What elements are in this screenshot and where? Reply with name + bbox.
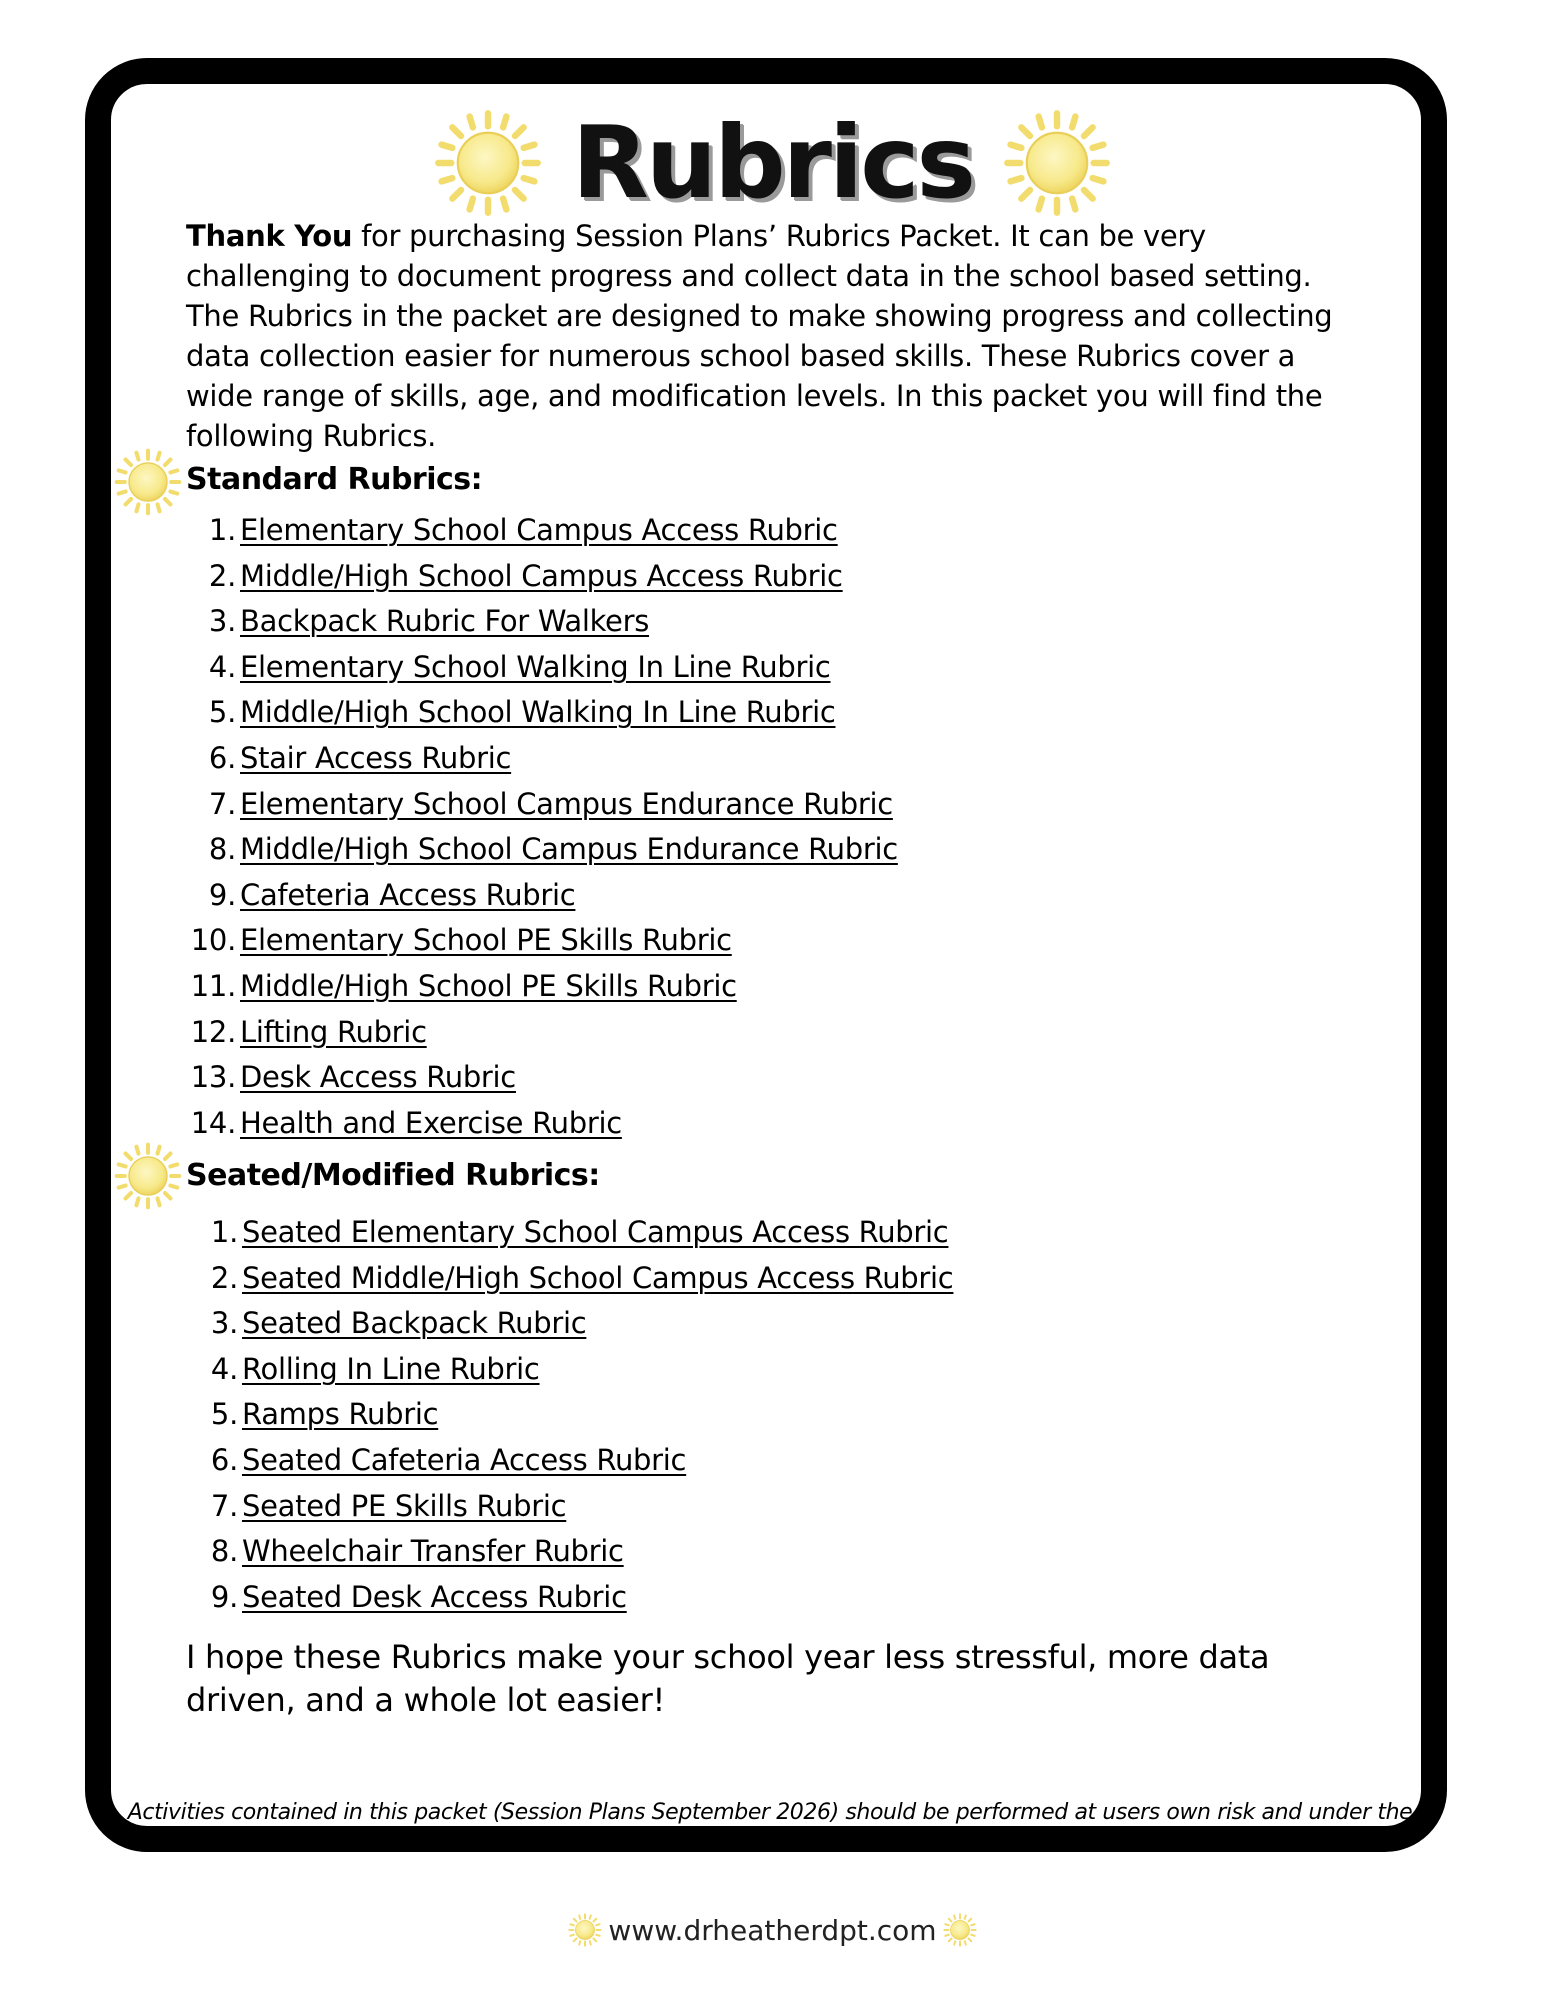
seated-rubric-item-link[interactable]: Ramps Rubric bbox=[242, 1397, 439, 1432]
disclaimer-line-2: supervision of a physical therapy professional. Full disclaimer for all products can be found here. bbox=[256, 1825, 1284, 1850]
standard-rubric-item-link[interactable]: Middle/High School Campus Endurance Rubric bbox=[240, 832, 898, 867]
standard-rubric-item bbox=[186, 736, 898, 782]
standard-rubric-item-number: 6. bbox=[208, 740, 236, 775]
standard-rubric-item bbox=[186, 1055, 898, 1101]
standard-rubric-item-number: 11. bbox=[190, 968, 236, 1003]
standard-rubric-item bbox=[186, 782, 898, 828]
intro-paragraph bbox=[186, 216, 1346, 456]
seated-rubric-item-link[interactable]: Seated Desk Access Rubric bbox=[242, 1579, 627, 1614]
seated-heading: Seated/Modified Rubrics: bbox=[186, 1158, 600, 1193]
standard-rubric-item bbox=[186, 554, 898, 600]
standard-rubric-item-number: 4. bbox=[208, 649, 236, 684]
standard-rubric-item bbox=[186, 690, 898, 736]
seated-rubric-item bbox=[188, 1392, 953, 1438]
standard-rubric-item bbox=[186, 873, 898, 919]
standard-rubric-item-link[interactable]: Middle/High School Walking In Line Rubric bbox=[240, 695, 836, 730]
sun-icon bbox=[114, 1142, 182, 1214]
standard-rubric-item-link[interactable]: Elementary School Walking In Line Rubric bbox=[240, 649, 831, 684]
closing-message: I hope these Rubrics make your school year less stressful, more data driven, and a whole lot easier! bbox=[186, 1638, 1270, 1719]
seated-rubric-item bbox=[188, 1529, 953, 1575]
standard-rubric-item-number: 10. bbox=[190, 923, 236, 958]
seated-rubric-item-link[interactable]: Seated Elementary School Campus Access Rubric bbox=[242, 1215, 949, 1249]
standard-rubric-item-link[interactable]: Stair Access Rubric bbox=[240, 740, 512, 775]
standard-rubric-item-link[interactable]: Elementary School Campus Endurance Rubric bbox=[240, 786, 893, 821]
standard-rubric-item-link[interactable]: Desk Access Rubric bbox=[240, 1060, 516, 1095]
seated-rubric-item-number: 1. bbox=[210, 1215, 238, 1249]
standard-rubric-item bbox=[186, 918, 898, 964]
standard-rubric-item-link[interactable]: Middle/High School PE Skills Rubric bbox=[240, 968, 737, 1003]
standard-rubric-item bbox=[186, 508, 898, 554]
standard-rubric-item-link[interactable]: Middle/High School Campus Access Rubric bbox=[240, 558, 843, 593]
standard-rubric-item bbox=[186, 645, 898, 691]
seated-rubric-item-number: 9. bbox=[210, 1579, 238, 1614]
standard-rubric-item-link[interactable]: Elementary School PE Skills Rubric bbox=[240, 923, 732, 958]
standard-rubric-item-number: 1. bbox=[208, 513, 236, 547]
seated-rubric-item-link[interactable]: Wheelchair Transfer Rubric bbox=[242, 1534, 624, 1569]
seated-rubric-item-link[interactable]: Seated PE Skills Rubric bbox=[242, 1488, 567, 1523]
seated-rubric-item-number: 7. bbox=[210, 1488, 238, 1523]
standard-rubric-item-link[interactable]: Elementary School Campus Access Rubric bbox=[240, 513, 838, 547]
standard-rubric-item-link[interactable]: Health and Exercise Rubric bbox=[240, 1105, 622, 1140]
disclaimer bbox=[120, 1800, 1420, 1850]
standard-rubric-item-number: 3. bbox=[208, 604, 236, 639]
intro-bold: Thank You bbox=[186, 219, 353, 253]
seated-rubric-item bbox=[188, 1301, 953, 1347]
seated-rubric-list bbox=[188, 1210, 953, 1620]
standard-rubric-item bbox=[186, 599, 898, 645]
seated-rubric-item bbox=[188, 1210, 953, 1256]
sun-icon bbox=[943, 1913, 977, 1947]
seated-rubric-item-number: 6. bbox=[210, 1442, 238, 1477]
disclaimer-line-1: Activities contained in this packet (Session Plans September 2026) should be performed at users own risk and under the bbox=[127, 1800, 1413, 1825]
standard-rubric-item bbox=[186, 964, 898, 1010]
seated-rubric-item bbox=[188, 1575, 953, 1621]
seated-rubric-item bbox=[188, 1438, 953, 1484]
footer bbox=[0, 1910, 1545, 1950]
page-title: Rubrics bbox=[571, 104, 974, 221]
standard-rubric-list bbox=[186, 508, 898, 1146]
standard-rubric-item bbox=[186, 827, 898, 873]
intro-text: for purchasing Session Plans’ Rubrics Packet. It can be very challenging to document progress and collect data in the school based setting. The Rubrics in the packet are designed to make showing progress and collecting data collection easier for numerous school based skills. These Rubrics cover a wide range of skills, age, and modification levels. In this packet you will find the following Rubrics. bbox=[186, 219, 1333, 453]
seated-rubric-item bbox=[188, 1256, 953, 1302]
title-row bbox=[0, 98, 1545, 228]
sun-icon bbox=[114, 448, 182, 520]
standard-rubric-item-number: 8. bbox=[208, 832, 236, 867]
standard-rubric-item-number: 12. bbox=[190, 1014, 236, 1049]
standard-rubric-item-number: 2. bbox=[208, 558, 236, 593]
seated-rubric-item-link[interactable]: Seated Cafeteria Access Rubric bbox=[242, 1442, 687, 1477]
standard-heading: Standard Rubrics: bbox=[186, 462, 483, 497]
seated-rubric-item bbox=[188, 1484, 953, 1530]
seated-rubric-item-link[interactable]: Seated Backpack Rubric bbox=[242, 1306, 587, 1341]
standard-rubric-item-number: 7. bbox=[208, 786, 236, 821]
seated-rubric-item-number: 8. bbox=[210, 1534, 238, 1569]
standard-rubric-item-number: 5. bbox=[208, 695, 236, 730]
seated-rubric-item bbox=[188, 1347, 953, 1393]
seated-rubric-item-link[interactable]: Rolling In Line Rubric bbox=[242, 1351, 540, 1386]
footer-website-link[interactable]: www.drheatherdpt.com bbox=[608, 1913, 937, 1947]
seated-rubric-item-number: 5. bbox=[210, 1397, 238, 1432]
seated-rubric-item-number: 3. bbox=[210, 1306, 238, 1341]
seated-rubric-item-link[interactable]: Seated Middle/High School Campus Access Rubric bbox=[242, 1260, 954, 1295]
standard-rubric-item-number: 14. bbox=[190, 1105, 236, 1140]
standard-rubric-item-link[interactable]: Backpack Rubric For Walkers bbox=[240, 604, 650, 639]
standard-rubric-item bbox=[186, 1010, 898, 1056]
sun-icon bbox=[1003, 109, 1111, 217]
standard-rubric-item bbox=[186, 1101, 898, 1147]
sun-icon bbox=[434, 109, 542, 217]
seated-rubric-item-number: 2. bbox=[210, 1260, 238, 1295]
sun-icon bbox=[568, 1913, 602, 1947]
standard-rubric-item-link[interactable]: Cafeteria Access Rubric bbox=[240, 877, 576, 912]
seated-rubric-item-number: 4. bbox=[210, 1351, 238, 1386]
standard-rubric-item-number: 9. bbox=[208, 877, 236, 912]
standard-rubric-item-link[interactable]: Lifting Rubric bbox=[240, 1014, 427, 1049]
standard-rubric-item-number: 13. bbox=[190, 1060, 236, 1095]
